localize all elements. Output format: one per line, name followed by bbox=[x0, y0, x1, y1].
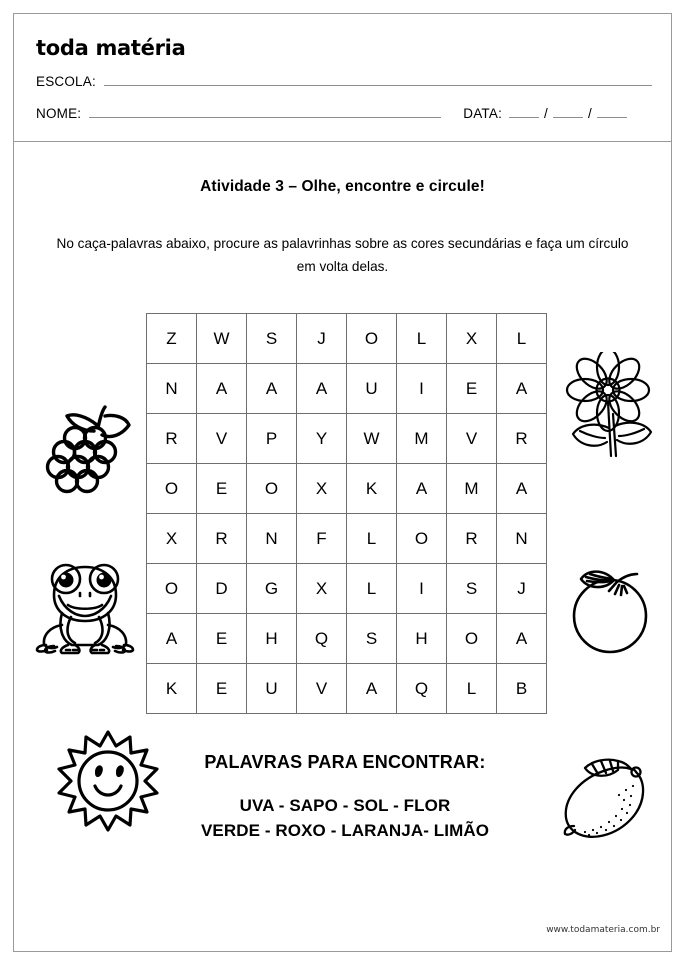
words-line-1: UVA - SAPO - SOL - FLOR bbox=[239, 796, 451, 815]
name-label: NOME: bbox=[36, 106, 82, 121]
grid-cell[interactable]: X bbox=[447, 314, 497, 364]
grid-cell[interactable]: N bbox=[247, 514, 297, 564]
date-label: DATA: bbox=[463, 106, 503, 121]
word-search-grid[interactable] bbox=[146, 313, 547, 714]
grid-cell[interactable]: A bbox=[297, 364, 347, 414]
grid-cell[interactable]: O bbox=[147, 564, 197, 614]
grid-cell[interactable]: N bbox=[497, 514, 547, 564]
grid-cell[interactable]: O bbox=[147, 464, 197, 514]
grid-cell[interactable]: S bbox=[347, 614, 397, 664]
grid-cell[interactable]: A bbox=[347, 664, 397, 714]
grid-cell[interactable]: O bbox=[347, 314, 397, 364]
grid-cell[interactable]: A bbox=[497, 614, 547, 664]
grid-cell[interactable]: X bbox=[297, 464, 347, 514]
grid-cell[interactable]: F bbox=[297, 514, 347, 564]
words-line-2: VERDE - ROXO - LARANJA- LIMÃO bbox=[200, 821, 490, 840]
word-search-row bbox=[147, 614, 547, 664]
grid-cell[interactable]: K bbox=[347, 464, 397, 514]
grid-cell[interactable]: U bbox=[347, 364, 397, 414]
word-search-row bbox=[147, 564, 547, 614]
grid-cell[interactable]: I bbox=[397, 364, 447, 414]
grid-cell[interactable]: L bbox=[347, 564, 397, 614]
grid-cell[interactable]: A bbox=[247, 364, 297, 414]
name-field-row bbox=[36, 106, 652, 121]
grid-cell[interactable]: E bbox=[197, 614, 247, 664]
date-field-group bbox=[463, 106, 627, 121]
grid-cell[interactable]: U bbox=[247, 664, 297, 714]
grid-cell[interactable]: V bbox=[447, 414, 497, 464]
grid-cell[interactable]: W bbox=[197, 314, 247, 364]
grapes-illustration bbox=[34, 398, 138, 505]
grid-cell[interactable]: Y bbox=[297, 414, 347, 464]
school-field-row bbox=[36, 74, 652, 89]
grid-cell[interactable]: A bbox=[197, 364, 247, 414]
worksheet-header bbox=[14, 14, 671, 142]
grid-cell[interactable]: S bbox=[247, 314, 297, 364]
word-search-row bbox=[147, 314, 547, 364]
grid-cell[interactable]: A bbox=[147, 614, 197, 664]
grid-cell[interactable]: O bbox=[247, 464, 297, 514]
grid-cell[interactable]: V bbox=[297, 664, 347, 714]
grid-cell[interactable]: O bbox=[397, 514, 447, 564]
grid-cell[interactable]: H bbox=[247, 614, 297, 664]
grid-cell[interactable]: V bbox=[197, 414, 247, 464]
frog-illustration bbox=[32, 553, 138, 662]
orange-illustration bbox=[560, 558, 660, 663]
grid-cell[interactable]: B bbox=[497, 664, 547, 714]
word-search-body bbox=[147, 314, 547, 714]
name-input-line[interactable] bbox=[89, 106, 441, 118]
brand-logo: toda matéria bbox=[36, 36, 186, 60]
grid-cell[interactable]: X bbox=[147, 514, 197, 564]
grid-cell[interactable]: P bbox=[247, 414, 297, 464]
grid-cell[interactable]: L bbox=[447, 664, 497, 714]
grid-cell[interactable]: K bbox=[147, 664, 197, 714]
words-to-find-list bbox=[170, 793, 520, 843]
grid-cell[interactable]: M bbox=[397, 414, 447, 464]
grid-cell[interactable]: Z bbox=[147, 314, 197, 364]
grid-cell[interactable]: L bbox=[347, 514, 397, 564]
grid-cell[interactable]: G bbox=[247, 564, 297, 614]
grid-cell[interactable]: D bbox=[197, 564, 247, 614]
grid-cell[interactable]: J bbox=[497, 564, 547, 614]
word-search-row bbox=[147, 664, 547, 714]
date-year-input[interactable] bbox=[597, 106, 627, 118]
grid-cell[interactable]: A bbox=[397, 464, 447, 514]
grid-cell[interactable]: R bbox=[147, 414, 197, 464]
grid-cell[interactable]: H bbox=[397, 614, 447, 664]
grid-cell[interactable]: W bbox=[347, 414, 397, 464]
grid-cell[interactable]: R bbox=[447, 514, 497, 564]
grid-cell[interactable]: R bbox=[197, 514, 247, 564]
grid-cell[interactable]: E bbox=[197, 464, 247, 514]
grid-cell[interactable]: O bbox=[447, 614, 497, 664]
grid-cell[interactable]: N bbox=[147, 364, 197, 414]
footer-url: www.todamateria.com.br bbox=[546, 925, 660, 935]
grid-cell[interactable]: E bbox=[447, 364, 497, 414]
sun-illustration bbox=[55, 728, 161, 839]
word-search-row bbox=[147, 514, 547, 564]
activity-title: Atividade 3 – Olhe, encontre e circule! bbox=[200, 178, 485, 195]
word-search-row bbox=[147, 414, 547, 464]
school-input-line[interactable] bbox=[104, 74, 652, 86]
grid-cell[interactable]: E bbox=[197, 664, 247, 714]
grid-cell[interactable]: X bbox=[297, 564, 347, 614]
date-day-input[interactable] bbox=[509, 106, 539, 118]
date-separator-2: / bbox=[587, 106, 592, 121]
activity-instructions: No caça-palavras abaixo, procure as palavrinhas sobre as cores secundárias e faça um círculo em volta delas. bbox=[56, 236, 629, 274]
grid-cell[interactable]: Q bbox=[297, 614, 347, 664]
date-month-input[interactable] bbox=[553, 106, 583, 118]
grid-cell[interactable]: J bbox=[297, 314, 347, 364]
lemon-illustration bbox=[552, 750, 660, 857]
grid-cell[interactable]: S bbox=[447, 564, 497, 614]
grid-cell[interactable]: A bbox=[497, 364, 547, 414]
grid-cell[interactable]: L bbox=[397, 314, 447, 364]
grid-cell[interactable]: A bbox=[497, 464, 547, 514]
school-label: ESCOLA: bbox=[36, 74, 96, 89]
grid-cell[interactable]: L bbox=[497, 314, 547, 364]
grid-cell[interactable]: M bbox=[447, 464, 497, 514]
grid-cell[interactable]: I bbox=[397, 564, 447, 614]
date-separator-1: / bbox=[544, 106, 548, 121]
grid-cell[interactable]: Q bbox=[397, 664, 447, 714]
grid-cell[interactable]: R bbox=[497, 414, 547, 464]
word-search-row bbox=[147, 464, 547, 514]
words-to-find-heading: PALAVRAS PARA ENCONTRAR: bbox=[204, 752, 486, 772]
flower-illustration bbox=[556, 352, 660, 463]
word-search-row bbox=[147, 364, 547, 414]
